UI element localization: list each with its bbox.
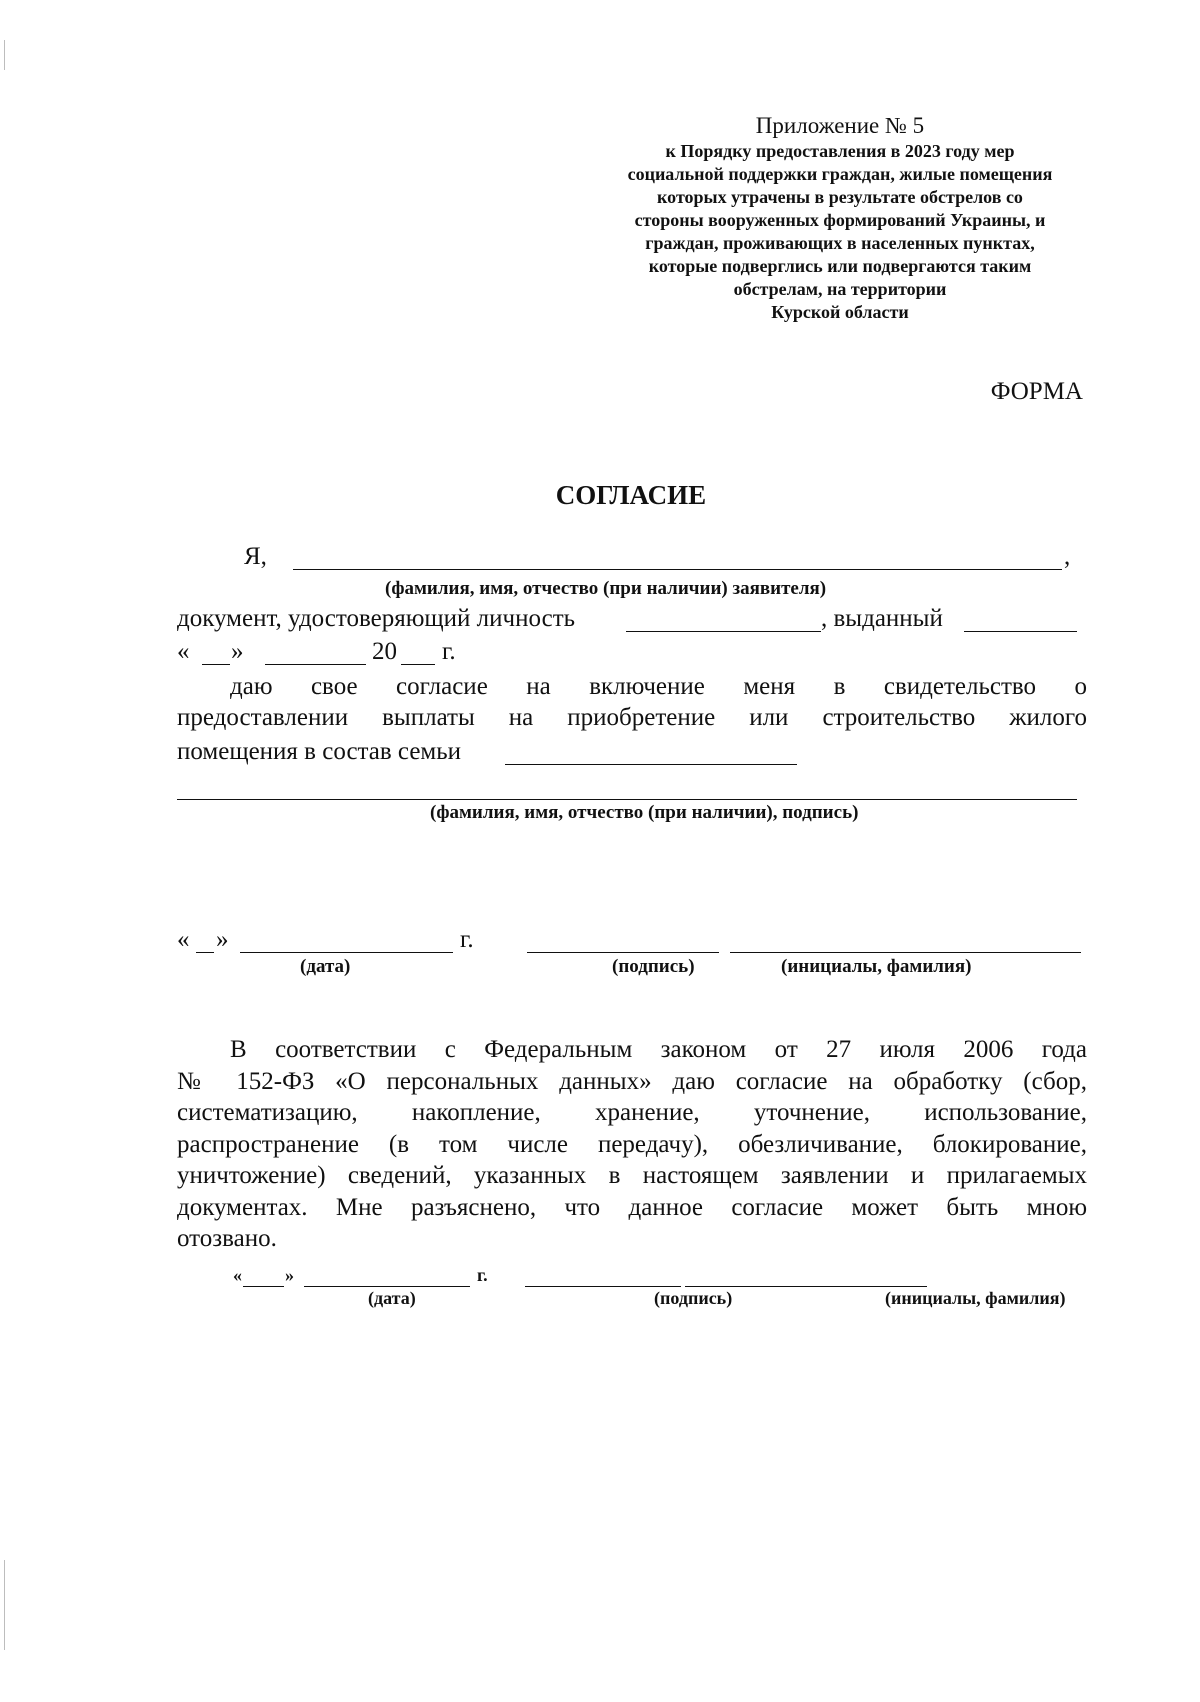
document-number-field[interactable] [626, 631, 821, 632]
sign1-signature-field[interactable] [527, 952, 719, 953]
sign1-date-open-quote: « [177, 926, 190, 953]
issue-year-field[interactable] [401, 664, 435, 665]
document-label: документ, удостоверяющий личность [177, 605, 576, 632]
applicant-name-field[interactable] [293, 569, 1062, 570]
sign2-initials-field[interactable] [685, 1286, 927, 1287]
appendix-header [600, 112, 1080, 324]
sign1-date-field[interactable] [240, 952, 453, 953]
personal-data-line: систематизацию, накопление, хранение, уточнение, использование, [177, 1099, 1087, 1126]
personal-data-paragraph [177, 1034, 1087, 1255]
family-member-field[interactable] [505, 764, 797, 765]
applicant-prefix: Я, [244, 543, 267, 570]
appendix-line: которых утрачены в результате обстрелов со [657, 187, 1023, 207]
applicant-suffix: , [1064, 543, 1071, 570]
personal-data-line: уничтожение) сведений, указанных в настоящем заявлении и прилагаемых [177, 1162, 1087, 1189]
scan-artifact [4, 40, 5, 70]
issue-date-close-quote: » [231, 638, 244, 665]
issue-date-open-quote: « [177, 638, 190, 665]
issued-label: , выданный [821, 605, 943, 632]
personal-data-line: документах. Мне разъяснено, что данное согласие может быть мною [177, 1193, 1087, 1221]
appendix-line: стороны вооруженных формирований Украины, и [634, 210, 1046, 230]
issue-year-suffix: г. [442, 638, 456, 665]
personal-data-line: отозвано. [177, 1225, 277, 1252]
appendix-line: социальной поддержки граждан, жилые помещения [627, 164, 1053, 184]
applicant-name-caption: (фамилия, имя, отчество (при наличии) заявителя) [385, 578, 827, 599]
sign1-initials-caption: (инициалы, фамилия) [781, 956, 972, 977]
sign1-year-mark: г. [460, 926, 474, 953]
consent-paragraph [177, 671, 1087, 733]
sign2-year-mark: г. [477, 1265, 488, 1285]
family-member-caption: (фамилия, имя, отчество (при наличии), подпись) [430, 802, 859, 823]
sign1-date-caption: (дата) [300, 956, 351, 977]
family-member-signature-line[interactable] [177, 799, 1077, 800]
consent-line: предоставлении выплаты на приобретение или строительство жилого [177, 704, 1087, 731]
sign2-date-close-quote: » [285, 1265, 294, 1285]
sign2-date-open-quote: « [233, 1265, 242, 1285]
family-label: помещения в состав семьи [177, 738, 462, 765]
sign2-date-caption: (дата) [368, 1288, 416, 1308]
consent-line: даю свое согласие на включение меня в свидетельство о [230, 673, 1087, 700]
scan-artifact [4, 1560, 5, 1650]
appendix-line: обстрелам, на территории [733, 279, 947, 299]
appendix-line: Курской области [771, 302, 909, 322]
appendix-title: Приложение № 5 [755, 113, 925, 138]
appendix-line: которые подверглись или подвергаются таким [648, 256, 1032, 276]
issued-by-field[interactable] [964, 631, 1077, 632]
form-label: ФОРМА [990, 378, 1083, 405]
personal-data-line: распространение (в том числе передачу), обезличивание, блокирование, [177, 1130, 1087, 1158]
sign2-signature-field[interactable] [525, 1286, 681, 1287]
sign1-signature-caption: (подпись) [612, 956, 695, 977]
appendix-line: граждан, проживающих в населенных пунктах, [645, 233, 1035, 253]
personal-data-line: В соответствии с Федеральным законом от 27 июля 2006 года [230, 1036, 1087, 1063]
sign2-initials-caption: (инициалы, фамилия) [885, 1288, 1066, 1308]
sign2-date-field[interactable] [304, 1286, 470, 1287]
issue-month-field[interactable] [265, 664, 366, 665]
sign1-initials-field[interactable] [730, 952, 1081, 953]
sign2-signature-caption: (подпись) [654, 1288, 733, 1308]
document-title: СОГЛАСИЕ [555, 480, 707, 510]
personal-data-line: № 152-ФЗ «О персональных данных» даю согласие на обработку (сбор, [177, 1067, 1087, 1095]
sign2-day-field[interactable] [243, 1286, 284, 1287]
appendix-line: к Порядку предоставления в 2023 году мер [665, 141, 1015, 161]
sign1-day-field[interactable] [196, 952, 214, 953]
issue-day-field[interactable] [202, 664, 230, 665]
issue-year-prefix: 20 [372, 638, 397, 665]
sign1-date-close-quote: » [216, 926, 229, 953]
